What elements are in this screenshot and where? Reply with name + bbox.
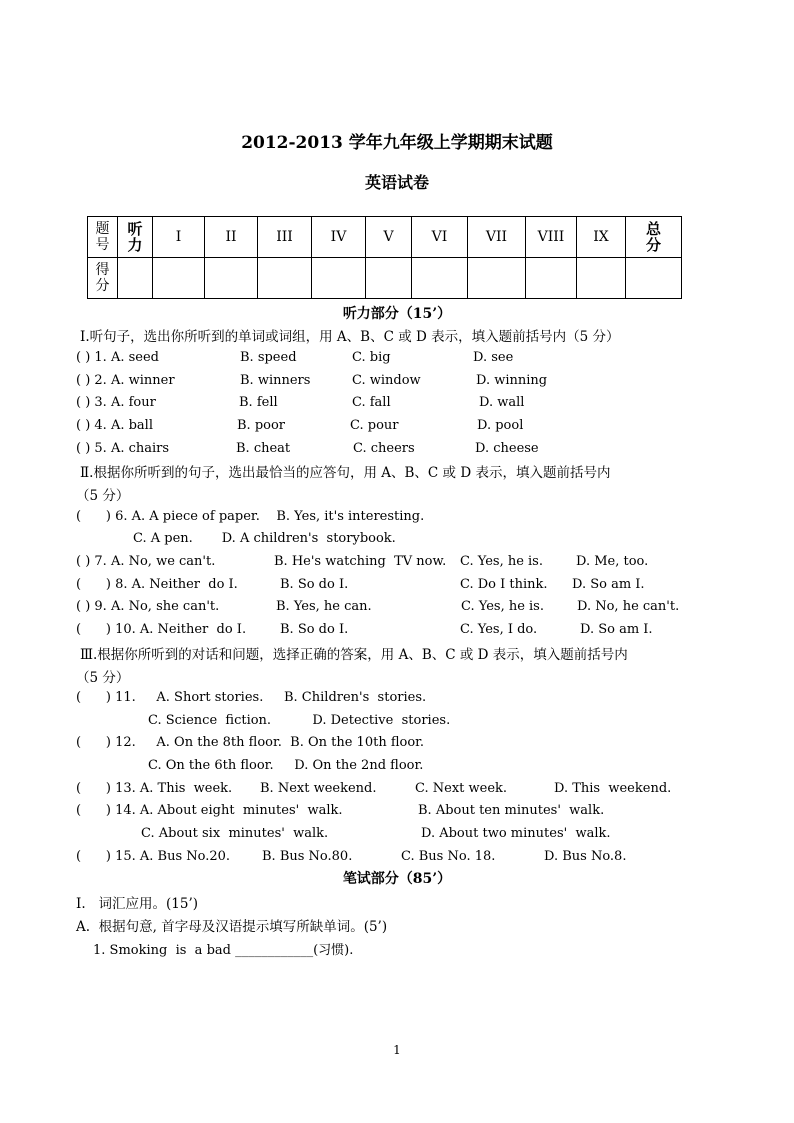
question-option-d: D. wall (479, 395, 525, 410)
question-row (0, 350, 794, 368)
question-option-a: ( ) 14. A. About eight minutes' walk. (76, 803, 343, 818)
question-12-line-2: C. On the 6th floor. D. On the 2nd floor. (148, 758, 424, 773)
score-table-header-row (88, 217, 682, 258)
question-option-d: D. So am I. (572, 577, 645, 592)
question-option-b: B. He's watching TV now. (274, 554, 447, 569)
question-option-a: ( ) 5. A. chairs (76, 441, 170, 456)
question-option-a: ( ) 4. A. ball (76, 418, 153, 433)
score-table-cell: IV (312, 217, 366, 258)
question-row (0, 849, 794, 867)
question-option-a: ( ) 8. A. Neither do I. (76, 577, 238, 592)
question-6-line-2: C. A pen. D. A children's storybook. (133, 531, 396, 546)
exam-title: 2012-2013 学年九年级上学期期末试题 (241, 133, 553, 153)
score-table-cell: 听力 (118, 217, 153, 258)
question-option-b: B. fell (239, 395, 278, 410)
exam-subtitle: 英语试卷 (364, 173, 429, 192)
score-table-cell: III (258, 217, 312, 258)
part3-instruction: Ⅲ.根据你所听到的对话和问题，选择正确的答案，用 A、B、C 或 D 表示，填入题前括号内 (80, 647, 628, 663)
question-row (0, 803, 794, 821)
question-option-a: ( ) 13. A. This week. (76, 781, 233, 796)
question-option-d: D. No, he can't. (577, 599, 680, 614)
part-a-instruction: A. 根据句意, 首字母及汉语提示填写所缺单词。(5’) (76, 919, 388, 935)
question-option-a: ( ) 3. A. four (76, 395, 156, 410)
score-input-cell[interactable] (118, 258, 153, 299)
score-table-cell: VI (412, 217, 468, 258)
writing-heading: 笔试部分（85’） (342, 871, 452, 887)
question-option-d: D. So am I. (580, 622, 653, 637)
question-option-b: B. winners (240, 373, 311, 388)
question-option-d: D. Me, too. (576, 554, 649, 569)
question-option-a: ( ) 2. A. winner (76, 373, 175, 388)
question-row (0, 441, 794, 459)
question-option-c: C. cheers (353, 441, 415, 456)
question-option-c: C. Yes, I do. (460, 622, 538, 637)
score-input-cell[interactable] (626, 258, 682, 299)
listening-heading: 听力部分（15’） (342, 306, 452, 322)
score-input-cell[interactable] (205, 258, 258, 299)
score-input-cell[interactable] (412, 258, 468, 299)
question-option-d: D. pool (477, 418, 524, 433)
part2-instruction-points: （5 分） (76, 488, 130, 504)
question-option-b: B. Yes, he can. (276, 599, 372, 614)
question-option-a: ( ) 7. A. No, we can't. (76, 554, 216, 569)
question-option-d: D. winning (476, 373, 548, 388)
question-option-b: B. speed (240, 350, 297, 365)
question-row (0, 554, 794, 572)
question-row (0, 395, 794, 413)
score-table-cell: 总分 (626, 217, 682, 258)
question-row (0, 577, 794, 595)
score-input-cell[interactable] (468, 258, 526, 299)
question-option-a: ( ) 1. A. seed (76, 350, 159, 365)
question-option-c: C. About six minutes' walk. (141, 826, 329, 841)
score-table-cell: VII (468, 217, 526, 258)
question-option-a: ( ) 15. A. Bus No.20. (76, 849, 231, 864)
part2-instruction: Ⅱ.根据你所听到的句子，选出最恰当的应答句，用 A、B、C 或 D 表示，填入题前括号内 (80, 465, 611, 481)
question-option-c: C. pour (350, 418, 399, 433)
part3-instruction-points: （5 分） (76, 670, 130, 686)
question-option-a: ( ) 10. A. Neither do I. (76, 622, 247, 637)
question-option-d: D. Bus No.8. (544, 849, 627, 864)
question-option-d: D. This weekend. (554, 781, 672, 796)
score-table-cell: 得分 (88, 258, 118, 299)
question-option-b: B. About ten minutes' walk. (418, 803, 605, 818)
score-input-cell[interactable] (312, 258, 366, 299)
question-option-b: B. Next weekend. (260, 781, 377, 796)
question-row (0, 418, 794, 436)
question-option-c: C. window (352, 373, 421, 388)
score-input-cell[interactable] (526, 258, 577, 299)
question-option-d: D. About two minutes' walk. (421, 826, 611, 841)
question-11-line-2: C. Science fiction. D. Detective stories. (148, 713, 451, 728)
question-row (0, 781, 794, 799)
question-11-line-1: ( ) 11. A. Short stories. B. Children's stories. (76, 690, 427, 705)
score-input-cell[interactable] (577, 258, 626, 299)
question-option-c: C. big (352, 350, 391, 365)
question-option-b: B. poor (237, 418, 286, 433)
question-option-c: C. Yes, he is. (460, 554, 543, 569)
page-number: 1 (393, 1043, 401, 1057)
score-input-cell[interactable] (258, 258, 312, 299)
question-option-c: C. Bus No. 18. (401, 849, 496, 864)
question-option-c: C. Do I think. (460, 577, 548, 592)
score-table-cell: V (366, 217, 412, 258)
question-option-d: D. see (473, 350, 514, 365)
score-input-cell[interactable] (153, 258, 205, 299)
question-option-d: D. cheese (475, 441, 539, 456)
question-option-c: C. Next week. (415, 781, 508, 796)
question-option-a: ( ) 9. A. No, she can't. (76, 599, 220, 614)
part1-instruction: Ⅰ.听句子，选出你所听到的单词或词组，用 A、B、C 或 D 表示，填入题前括号内（5 分） (80, 329, 620, 345)
question-row (0, 622, 794, 640)
score-table-cell: I (153, 217, 205, 258)
question-option-b: B. cheat (236, 441, 291, 456)
question-row (0, 373, 794, 391)
question-option-c: C. Yes, he is. (461, 599, 544, 614)
score-table-cell: VIII (526, 217, 577, 258)
score-table-cell: 题号 (88, 217, 118, 258)
question-12-line-1: ( ) 12. A. On the 8th floor. B. On the 10th floor. (76, 735, 425, 750)
question-option-c: C. fall (352, 395, 391, 410)
question-option-b: B. So do I. (280, 577, 349, 592)
question-option-b: B. So do I. (280, 622, 349, 637)
score-table-cell: IX (577, 217, 626, 258)
vocabulary-section-title: I. 词汇应用。(15’) (76, 896, 199, 912)
score-table-score-row (88, 258, 682, 299)
score-table-cell: II (205, 217, 258, 258)
question-6-line-1: ( ) 6. A. A piece of paper. B. Yes, it's interesting. (76, 509, 425, 524)
score-input-cell[interactable] (366, 258, 412, 299)
question-row (0, 599, 794, 617)
question-row (0, 826, 794, 844)
score-table (87, 216, 682, 299)
fill-in-question-1[interactable]: 1. Smoking is a bad ____________(习惯). (93, 943, 354, 958)
question-option-b: B. Bus No.80. (262, 849, 353, 864)
